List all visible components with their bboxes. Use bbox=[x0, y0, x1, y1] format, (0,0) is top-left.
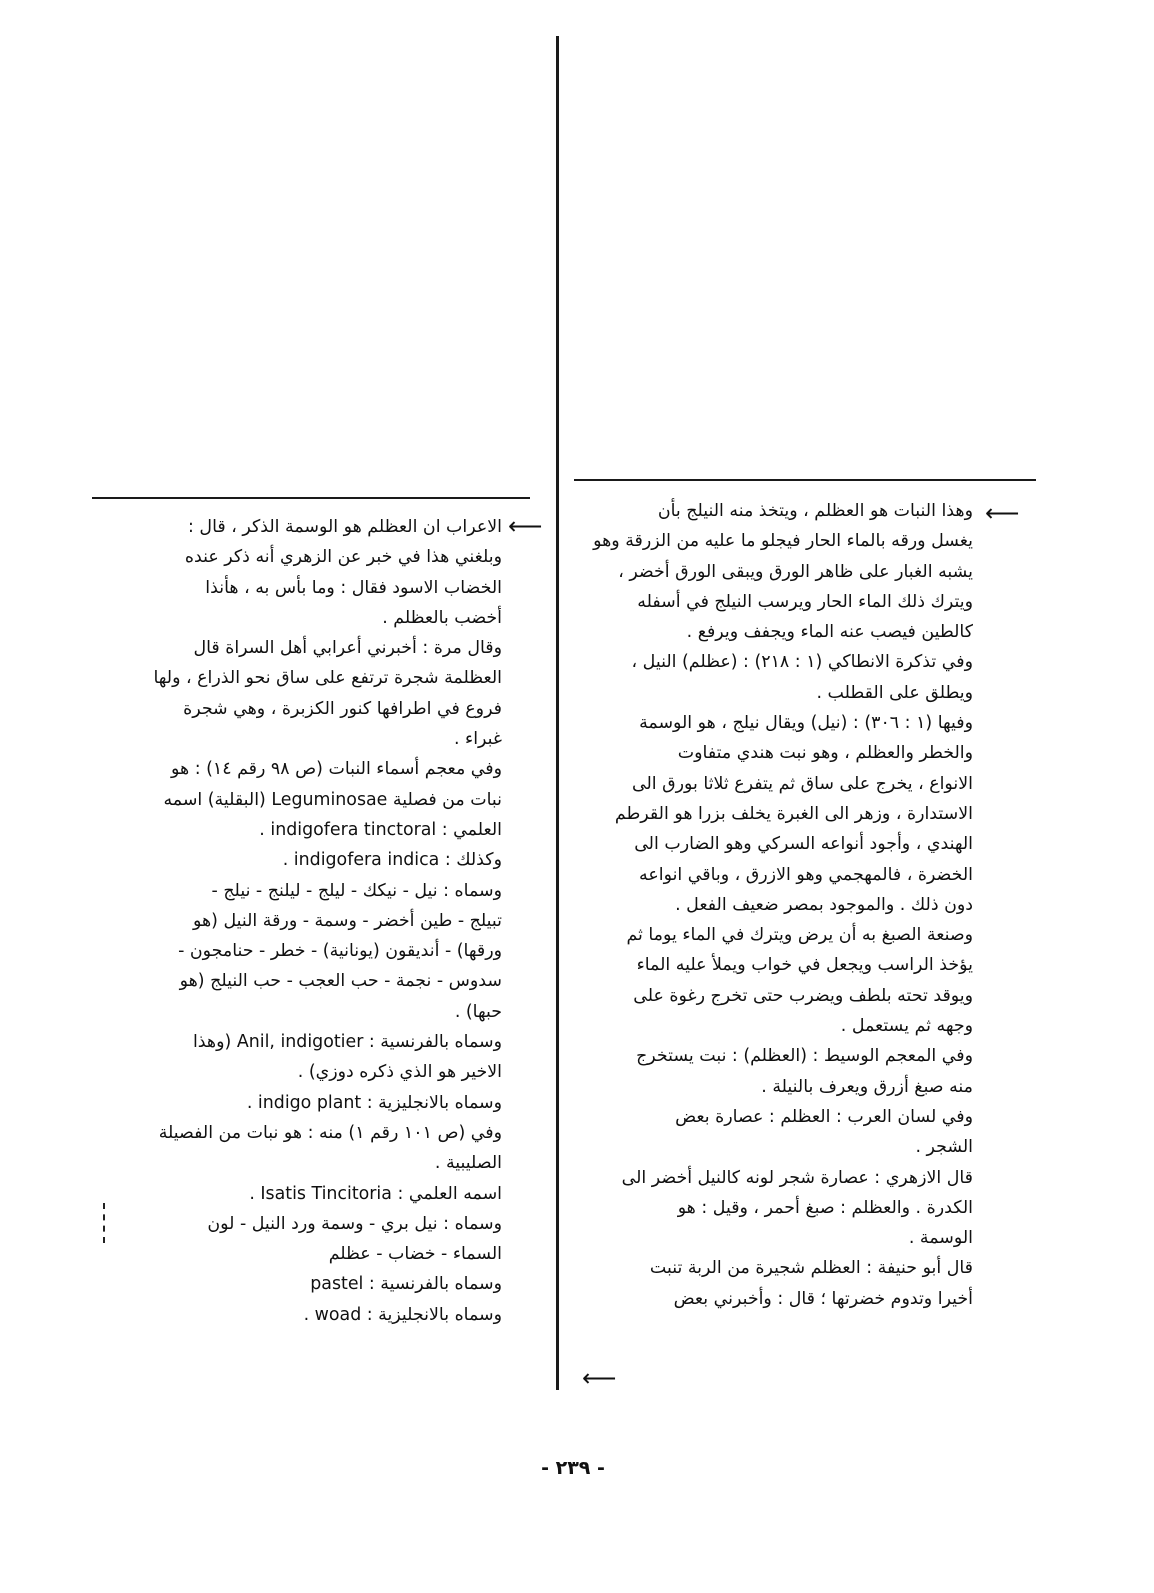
text-line: الخضرة ، فالمهجمي وهو الازرق ، وباقي انواعه bbox=[639, 864, 973, 885]
continuation-arrow-icon: ⟵ bbox=[582, 1364, 617, 1392]
text-line: والخطر والعظلم ، وهو نبت هندي متفاوت bbox=[677, 743, 973, 764]
text-line: ويطلق على القطلب . bbox=[816, 682, 973, 703]
text-line: يغسل ورقه بالماء الحار فيجلو ما عليه من الزرقة وهو bbox=[593, 531, 973, 552]
text-line: الوسمة . bbox=[908, 1228, 973, 1249]
text-line: وفي المعجم الوسيط : (العظلم) : نبت يستخرج bbox=[636, 1046, 973, 1067]
right-column-top-rule bbox=[574, 479, 1036, 481]
text-line: الكدرة . والعظلم : صبغ أحمر ، وقيل : هو bbox=[677, 1197, 973, 1218]
text-line: وسماه : نيل - نيكك - ليلج - ليلنج - نيلج - bbox=[211, 880, 502, 901]
text-line: وهذا النبات هو العظلم ، ويتخذ منه النيلج بأن bbox=[657, 501, 973, 521]
text-line: الانواع ، يخرج على ساق ثم يتفرع ثلاثا بورق الى bbox=[632, 773, 973, 794]
text-line: غبراء . bbox=[453, 729, 502, 750]
text-line: الاستدارة ، وزهر الى الغبرة يخلف بزرا هو القرطم bbox=[614, 803, 973, 824]
continuation-arrow-icon: ⟵ bbox=[508, 512, 543, 540]
text-line: وفي لسان العرب : العظلم : عصارة بعض bbox=[675, 1106, 973, 1127]
text-line: تبيلج - طين أخضر - وسمة - ورقة النيل (هو bbox=[193, 910, 502, 931]
text-line: قال الازهري : عصارة شجر لونه كالنيل أخضر الى bbox=[621, 1167, 973, 1188]
text-line: العظلمة شجرة ترتفع على ساق نحو الذراع ، ولها bbox=[153, 668, 502, 689]
text-line: أخيرا وتدوم خضرتها ؛ قال : وأخبرني بعض bbox=[673, 1288, 973, 1309]
text-line: وسماه بالانجليزية : woad . bbox=[303, 1304, 502, 1325]
text-line: قال أبو حنيفة : العظلم شجيرة من الربة تنبت bbox=[649, 1258, 973, 1279]
text-line: الخضاب الاسود فقال : وما بأس به ، هأنذا bbox=[205, 577, 502, 598]
text-line: وكذلك : indigofera indica . bbox=[282, 850, 502, 871]
text-line: العلمي : indigofera tinctoral . bbox=[259, 819, 502, 840]
page-number: - ٢٣٩ - bbox=[541, 1457, 605, 1479]
text-line: وسماه بالانجليزية : indigo plant . bbox=[246, 1092, 502, 1113]
column-divider bbox=[556, 36, 559, 1390]
text-line: الاعراب ان العظلم هو الوسمة الذكر ، قال : bbox=[188, 517, 502, 537]
text-line: الاخير هو الذي ذكره دوزي) . bbox=[297, 1062, 502, 1083]
text-line: الصليبية . bbox=[434, 1153, 502, 1174]
text-line: سدوس - نجمة - حب العجب - حب النيلج (هو bbox=[179, 971, 502, 992]
left-text-column bbox=[96, 512, 502, 1330]
continuation-arrow-icon: ⟵ bbox=[985, 499, 1020, 527]
text-line: وفي (ص ١٠١ رقم ١) منه : هو نبات من الفصيلة bbox=[158, 1122, 502, 1143]
text-line: يؤخذ الراسب ويجعل في خواب ويملأ عليه الماء bbox=[636, 955, 973, 976]
text-line: وفيها (١ : ٣٠٦) : (نيل) ويقال نيلج ، هو الوسمة bbox=[639, 713, 973, 734]
text-line: اسمه العلمي : Isatis Tincitoria . bbox=[249, 1183, 502, 1204]
text-line: الشجر . bbox=[915, 1137, 973, 1158]
text-line: فروع في اطرافها كنور الكزبرة ، وهي شجرة bbox=[183, 698, 502, 719]
text-line: الهندي ، وأجود أنواعه السركي وهو الضارب الى bbox=[634, 834, 973, 855]
text-line: حبها) . bbox=[454, 1001, 502, 1022]
text-line: دون ذلك . والموجود بمصر ضعيف الفعل . bbox=[675, 894, 973, 915]
text-line: وسماه بالفرنسية : Anil, indigotier (وهذا bbox=[192, 1032, 502, 1053]
text-line: وسماه بالفرنسية : pastel bbox=[310, 1274, 502, 1295]
text-line: وفي معجم أسماء النبات (ص ٩٨ رقم ١٤) : هو bbox=[171, 759, 502, 780]
text-line: وصنعة الصبغ به أن يرض ويترك في الماء يوما ثم bbox=[626, 925, 973, 946]
text-line: وبلغني هذا في خبر عن الزهري أنه ذكر عنده bbox=[184, 547, 502, 568]
text-line: وجهه ثم يستعمل . bbox=[840, 1016, 973, 1037]
text-line: نبات من فصلية Leguminosae (البقلية) اسمه bbox=[163, 789, 502, 810]
text-line: السماء - خضاب - عظلم bbox=[328, 1244, 502, 1265]
text-line: وقال مرة : أخبرني أعرابي أهل السراة قال bbox=[193, 638, 502, 659]
text-line: يشبه الغبار على ظاهر الورق ويبقى الورق أخضر ، bbox=[618, 561, 973, 582]
text-line: ويوقد تحته بلطف ويضرب حتى تخرج رغوة على bbox=[633, 985, 973, 1006]
text-line: منه صبغ أزرق ويعرف بالنيلة . bbox=[761, 1076, 973, 1097]
text-line: وفي تذكرة الانطاكي (١ : ٢١٨) : (عظلم) النيل ، bbox=[631, 652, 973, 673]
text-line: كالطين فيصب عنه الماء ويجفف ويرفع . bbox=[686, 622, 973, 643]
margin-mark bbox=[103, 1203, 107, 1243]
left-column-top-rule bbox=[92, 497, 530, 499]
text-line: ورقها) - أنديقون (يونانية) - خطر - حنامجون - bbox=[178, 941, 502, 962]
right-text-column bbox=[585, 496, 973, 1314]
text-line: وسماه : نيل بري - وسمة ورد النيل - لون bbox=[207, 1213, 502, 1234]
text-line: أخضب بالعظلم . bbox=[382, 607, 502, 628]
text-line: ويترك ذلك الماء الحار ويرسب النيلج في أسفله bbox=[637, 591, 973, 612]
